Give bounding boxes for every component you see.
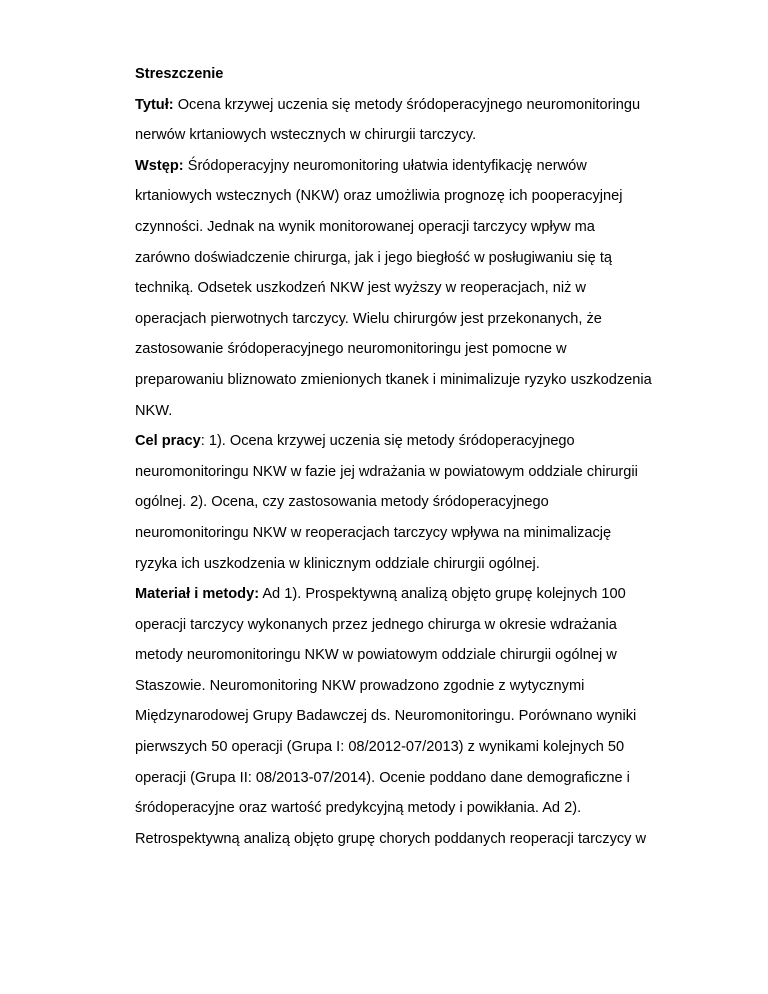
paragraph-line: Staszowie. Neuromonitoring NKW prowadzono zgodnie z wytycznymi <box>135 677 585 694</box>
paragraph-line <box>135 90 695 121</box>
paragraph-line: krtaniowych wstecznych (NKW) oraz umożliwia prognozę ich pooperacyjnej <box>135 188 623 205</box>
paragraph-line: Międzynarodowej Grupy Badawczej ds. Neuromonitoringu. Porównano wyniki <box>135 708 637 725</box>
methods-label: Materiał i metody: <box>135 586 260 603</box>
intro-label: Wstęp: <box>135 157 184 174</box>
document-page <box>135 59 695 854</box>
paragraph-line: NKW. <box>135 402 173 419</box>
intro-text: Śródoperacyjny neuromonitoring ułatwia identyfikację nerwów <box>183 157 587 174</box>
paragraph-line: zastosowanie śródoperacyjnego neuromonitoringu jest pomocne w <box>135 341 567 358</box>
paragraph-line: ryzyka ich uszkodzenia w klinicznym oddziale chirurgii ogólnej. <box>135 555 540 572</box>
paragraph-line: nerwów krtaniowych wstecznych w chirurgii tarczycy. <box>135 127 477 144</box>
paragraph-line: czynności. Jednak na wynik monitorowanej operacji tarczycy wpływ ma <box>135 218 595 235</box>
paragraph-line: neuromonitoringu NKW w reoperacjach tarczycy wpływa na minimalizację <box>135 524 612 541</box>
paragraph-line: neuromonitoringu NKW w fazie jej wdrażania w powiatowym oddziale chirurgii <box>135 463 638 480</box>
title-label: Tytuł: <box>135 96 174 113</box>
paragraph-line <box>135 426 695 457</box>
paragraph-line: techniką. Odsetek uszkodzeń NKW jest wyższy w reoperacjach, niż w <box>135 280 586 297</box>
paragraph-line: operacji (Grupa II: 08/2013-07/2014). Ocenie poddano dane demograficzne i <box>135 769 630 786</box>
paragraph-line: Retrospektywną analizą objęto grupę chorych poddanych reoperacji tarczycy w <box>135 830 647 847</box>
intro-paragraph <box>135 151 695 426</box>
aim-text: : 1). Ocena krzywej uczenia się metody śródoperacyjnego <box>200 433 575 450</box>
paragraph-line: preparowaniu bliznowato zmienionych tkanek i minimalizuje ryzyko uszkodzenia <box>135 371 652 388</box>
section-heading: Streszczenie <box>135 66 224 82</box>
paragraph-line <box>135 579 695 610</box>
paragraph-line: metody neuromonitoringu NKW w powiatowym oddziale chirurgii ogólnej w <box>135 647 617 664</box>
aim-label: Cel pracy <box>135 433 201 450</box>
aim-paragraph <box>135 426 695 579</box>
paragraph-line: pierwszych 50 operacji (Grupa I: 08/2012-07/2013) z wynikami kolejnych 50 <box>135 739 625 756</box>
methods-text: Ad 1). Prospektywną analizą objęto grupę kolejnych 100 <box>259 586 626 603</box>
paragraph-line <box>135 151 695 182</box>
title-paragraph <box>135 90 695 151</box>
paragraph-line: zarówno doświadczenie chirurga, jak i jego biegłość w posługiwaniu się tą <box>135 249 612 266</box>
methods-paragraph <box>135 579 695 854</box>
title-text: Ocena krzywej uczenia się metody śródoperacyjnego neuromonitoringu <box>173 96 641 113</box>
paragraph-line: ogólnej. 2). Ocena, czy zastosowania metody śródoperacyjnego <box>135 494 549 511</box>
paragraph-line: operacji tarczycy wykonanych przez jednego chirurga w okresie wdrażania <box>135 616 617 633</box>
paragraph-line: śródoperacyjne oraz wartość predykcyjną metody i powikłania. Ad 2). <box>135 800 582 817</box>
paragraph-line: operacjach pierwotnych tarczycy. Wielu chirurgów jest przekonanych, że <box>135 310 602 327</box>
